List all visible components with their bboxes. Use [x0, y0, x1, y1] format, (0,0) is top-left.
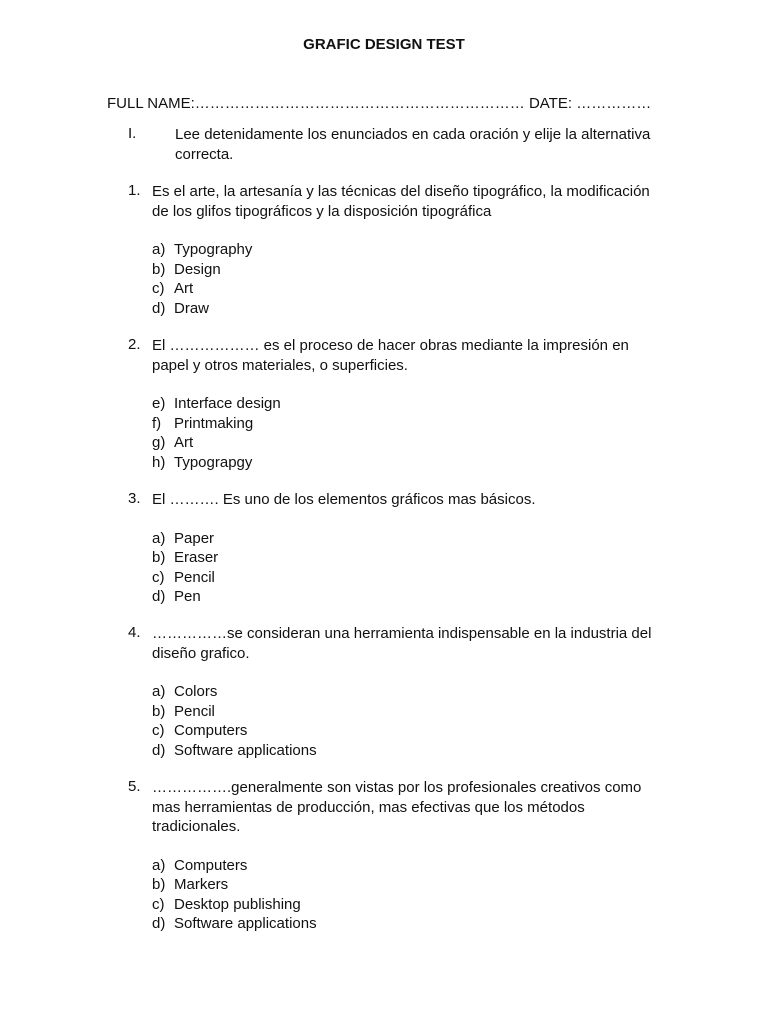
question-text: El ……………… es el proceso de hacer obras mediante la impresión en papel y otros materiales, o superficies. [152, 337, 629, 374]
option-text: Software applications [174, 741, 317, 759]
option-text: Draw [174, 299, 210, 317]
option-text: Pencil [174, 568, 215, 586]
option-letter: b) [152, 549, 166, 566]
question-text: ……………se consideran una herramienta indispensable en la industria del diseño grafico. [152, 625, 652, 662]
option-item [152, 895, 668, 915]
option-text: Computers [174, 856, 248, 874]
option-text: Desktop publishing [174, 895, 301, 913]
options-list [152, 682, 668, 760]
option-item [152, 914, 668, 934]
instruction-text: Lee detenidamente los enunciados en cada oración y elije la alternativa correcta. [175, 126, 651, 163]
option-text: Art [174, 280, 194, 297]
option-text: Typograpgy [174, 453, 253, 471]
option-text: Markers [174, 876, 229, 893]
option-item [152, 568, 668, 588]
option-item [152, 279, 668, 299]
option-text: Pen [174, 588, 201, 605]
option-text: Interface design [174, 395, 281, 412]
option-letter: d) [152, 588, 166, 605]
option-item [152, 394, 668, 414]
option-item [152, 299, 668, 319]
question-1 [128, 182, 668, 318]
full-name-date-line: FULL NAME:………………………………………………………… DATE: …………… [107, 95, 652, 112]
option-letter: a) [152, 529, 166, 547]
question-number: 2. [128, 336, 141, 353]
option-item [152, 856, 668, 876]
option-text: Art [174, 434, 194, 451]
option-letter: c) [152, 280, 165, 297]
option-letter: a) [152, 241, 166, 258]
options-list [152, 240, 668, 318]
option-letter: e) [152, 395, 166, 412]
option-text: Software applications [174, 915, 317, 932]
options-list [152, 856, 668, 934]
option-item [152, 721, 668, 741]
option-item [152, 414, 668, 434]
option-item [152, 682, 668, 702]
option-item [152, 529, 668, 549]
option-item [152, 875, 668, 895]
option-letter: a) [152, 683, 166, 700]
option-letter: c) [152, 722, 165, 739]
question-text: El ………. Es uno de los elementos gráficos mas básicos. [152, 491, 536, 508]
option-item [152, 453, 668, 473]
options-list [152, 529, 668, 607]
question-2 [128, 336, 668, 472]
option-text: Computers [174, 722, 248, 739]
question-number: 1. [128, 182, 141, 199]
option-letter: b) [152, 260, 166, 278]
option-letter: h) [152, 453, 166, 471]
option-letter: c) [152, 895, 165, 913]
option-text: Printmaking [174, 414, 254, 432]
option-letter: g) [152, 434, 166, 451]
option-text: Colors [174, 683, 218, 700]
question-number: 4. [128, 624, 141, 641]
question-number: 5. [128, 778, 141, 795]
question-number: 3. [128, 490, 141, 507]
option-item [152, 260, 668, 280]
question-4 [128, 624, 668, 760]
option-item [152, 240, 668, 260]
option-letter: b) [152, 876, 166, 893]
instruction-number: I. [128, 125, 137, 142]
option-letter: d) [152, 299, 166, 317]
option-letter: d) [152, 741, 166, 759]
option-text: Design [174, 260, 221, 278]
option-item [152, 587, 668, 607]
question-text: …………….generalmente son vistas por los profesionales creativos como mas herramientas de producción, mas efectivas que los métodos tradicionales. [152, 779, 642, 835]
options-list [152, 394, 668, 472]
option-letter: b) [152, 702, 166, 720]
option-item [152, 433, 668, 453]
option-text: Eraser [174, 549, 219, 566]
option-letter: f) [152, 414, 162, 432]
option-letter: c) [152, 568, 165, 586]
option-letter: a) [152, 856, 166, 874]
option-text: Paper [174, 529, 215, 547]
question-3 [128, 490, 668, 607]
option-item [152, 702, 668, 722]
question-5 [128, 778, 668, 934]
page-title: GRAFIC DESIGN TEST [303, 36, 465, 53]
option-item [152, 741, 668, 761]
option-text: Pencil [174, 702, 215, 720]
option-letter: d) [152, 915, 166, 932]
option-item [152, 548, 668, 568]
question-text: Es el arte, la artesanía y las técnicas del diseño tipográfico, la modificación de los glifos tipográficos y la disposición tipográfica [152, 183, 650, 220]
option-text: Typography [174, 241, 253, 258]
